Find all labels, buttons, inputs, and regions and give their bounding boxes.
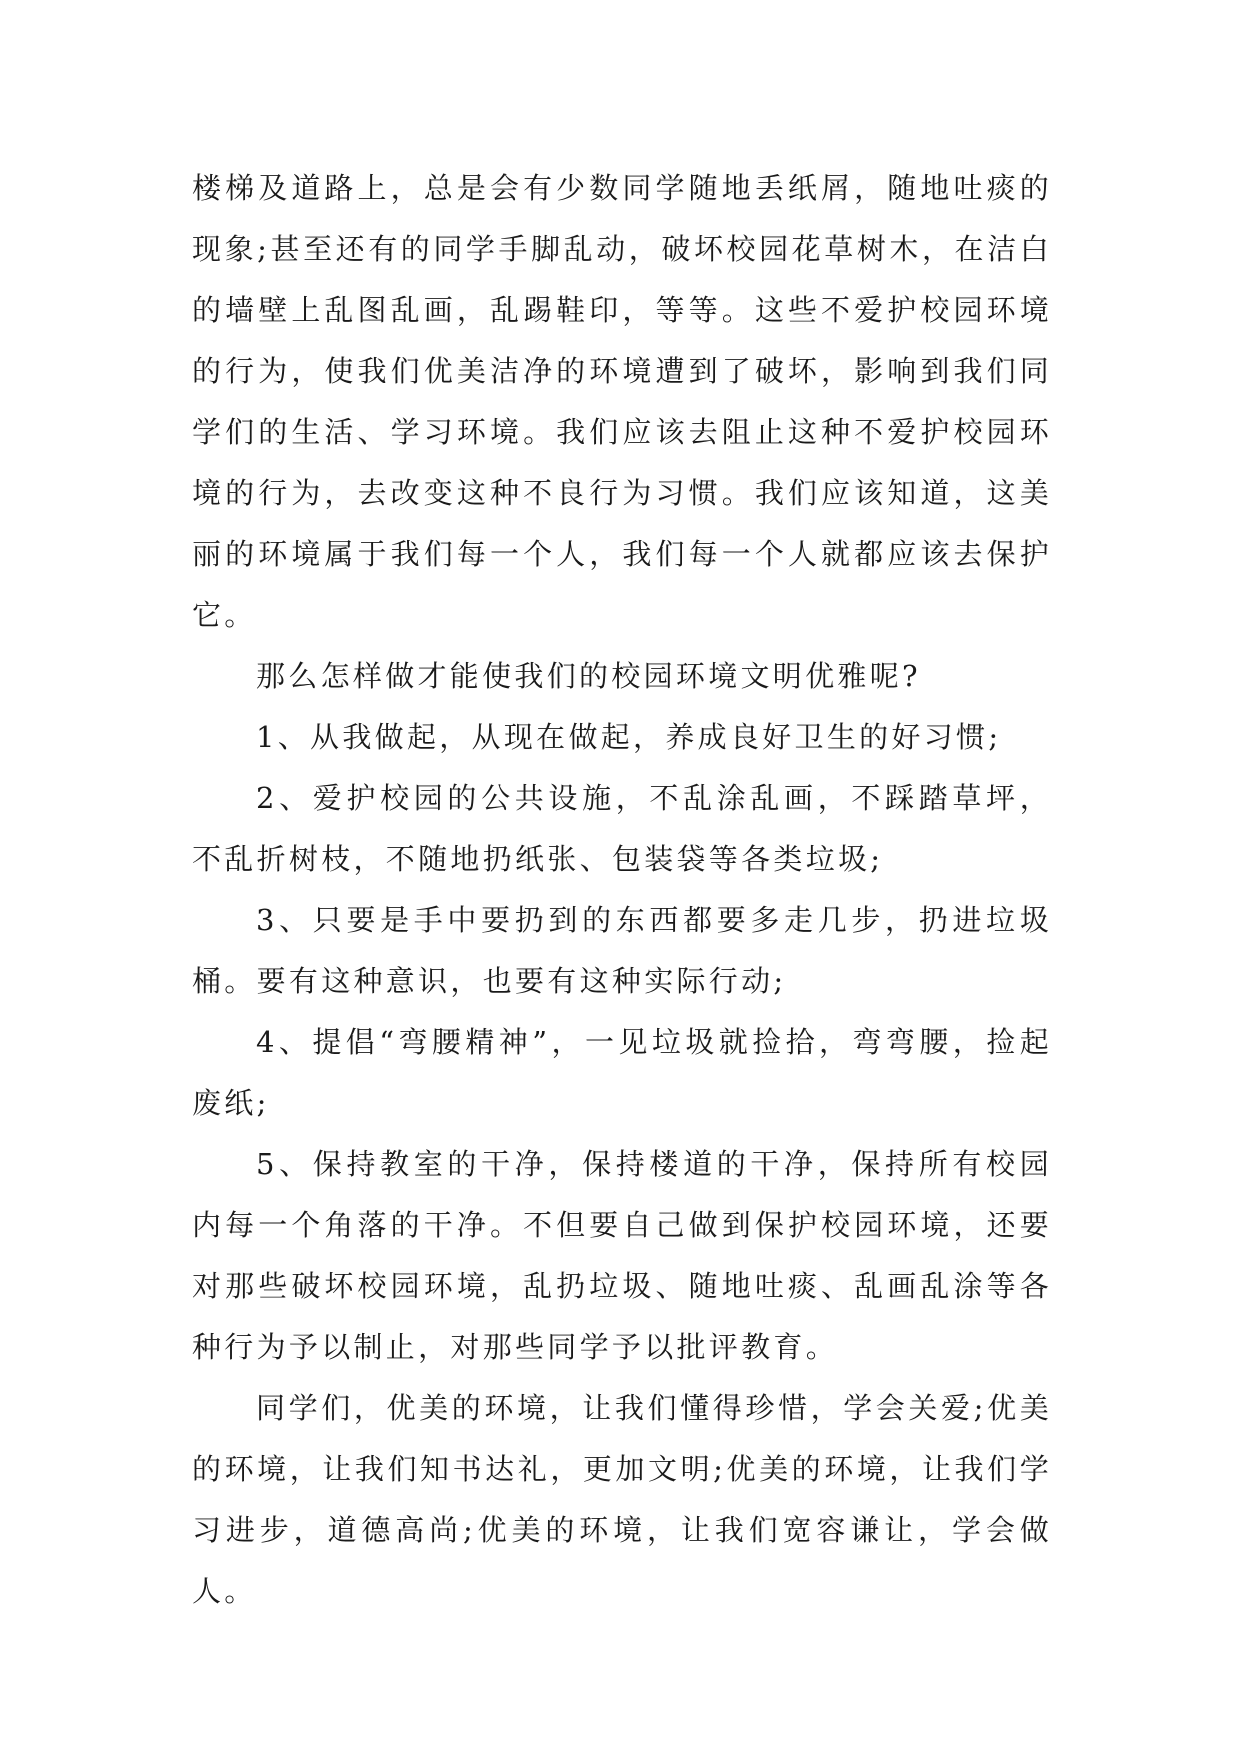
list-item-5: 5、保持教室的干净，保持楼道的干净，保持所有校园内每一个角落的干净。不但要自己做到保护校园环境，还要对那些破坏校园环境，乱扔垃圾、随地吐痰、乱画乱涂等各种行为予以制止，对那些同学予以批评教育。 — [192, 1147, 1052, 1364]
paragraph-conclusion: 同学们，优美的环境，让我们懂得珍惜，学会关爱;优美的环境，让我们知书达礼，更加文明;优美的环境，让我们学习进步，道德高尚;优美的环境，让我们宽容谦让，学会做人。 — [192, 1391, 1052, 1608]
document-body — [192, 158, 1052, 1622]
paragraph-continuation: 楼梯及道路上，总是会有少数同学随地丢纸屑，随地吐痰的现象;甚至还有的同学手脚乱动，破坏校园花草树木，在洁白的墙壁上乱图乱画，乱踢鞋印，等等。这些不爱护校园环境的行为，使我们优美洁净的环境遭到了破坏，影响到我们同学们的生活、学习环境。我们应该去阻止这种不爱护校园环境的行为，去改变这种不良行为习惯。我们应该知道，这美丽的环境属于我们每一个人，我们每一个人就都应该去保护它。 — [192, 171, 1052, 632]
list-item-2: 2、爱护校园的公共设施，不乱涂乱画，不踩踏草坪，不乱折树枝，不随地扔纸张、包装袋等各类垃圾; — [192, 781, 1052, 876]
list-item-1: 1、从我做起，从现在做起，养成良好卫生的好习惯; — [256, 720, 1002, 754]
paragraph-question: 那么怎样做才能使我们的校园环境文明优雅呢? — [256, 659, 921, 693]
list-item-4: 4、提倡“弯腰精神”，一见垃圾就捡拾，弯弯腰，捡起废纸; — [192, 1025, 1052, 1120]
list-item-3: 3、只要是手中要扔到的东西都要多走几步，扔进垃圾桶。要有这种意识，也要有这种实际行动; — [192, 903, 1052, 998]
